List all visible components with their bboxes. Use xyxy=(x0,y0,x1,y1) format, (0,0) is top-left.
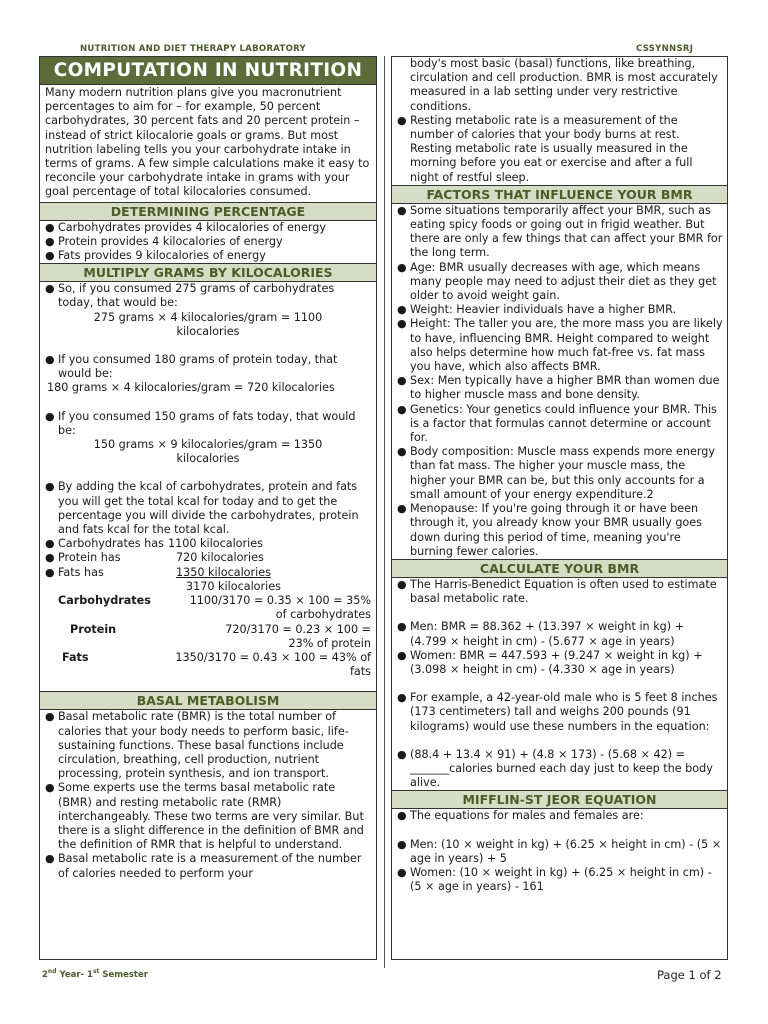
bullet-icon: ● xyxy=(397,747,407,761)
section-title-calculate: CALCULATE YOUR BMR xyxy=(392,559,727,578)
page-title: COMPUTATION IN NUTRITION xyxy=(40,57,376,85)
bullet-icon: ● xyxy=(45,565,55,579)
list-item: ● If you consumed 180 grams of protein today, that would be: xyxy=(45,353,338,381)
footer-semester: 2nd Year- 1st Semester xyxy=(42,968,148,980)
bullet-icon: ● xyxy=(45,480,55,494)
section-title-factors: FACTORS THAT INFLUENCE YOUR BMR xyxy=(392,185,727,204)
list-item: ● For example, a 42-year-old male who is 5 feet 8 inches (173 centimeters) tall and weighs 200 pounds (91 kilograms) would use these numbers in the equation: xyxy=(397,691,718,733)
list-item: ● Men: (10 × weight in kg) + (6.25 × height in cm) - (5 × age in years) + 5 xyxy=(397,837,722,865)
list-item: ● Basal metabolic rate (BMR) is the total number of calories that your body needs to perform basic, life-sustaining functions. These basal functions include circulation, breathing, cell production, nutrient processing, protein synthesis, and ion transport. xyxy=(45,710,349,781)
bullet-icon: ● xyxy=(397,691,407,705)
list-item: ● Resting metabolic rate is a measurement of the number of calories that your body burns at rest. Resting metabolic rate is usually measured in the morning before you eat or exercise and after a full night of restful sleep. xyxy=(397,113,693,184)
list-item: ● Weight: Heavier individuals have a higher BMR. xyxy=(397,303,677,317)
bullet-icon: ● xyxy=(45,409,55,423)
bullet-icon: ● xyxy=(397,303,407,317)
section-title-multiply: MULTIPLY GRAMS BY KILOCALORIES xyxy=(40,263,376,282)
bullet-icon: ● xyxy=(45,551,55,565)
list-item: ● (88.4 + 13.4 × 91) + (4.8 × 173) - (5.68 × 42) = _______calories burned each day just to keep the body alive. xyxy=(397,747,713,790)
bullet-icon: ● xyxy=(45,781,55,795)
bullet-icon: ● xyxy=(397,502,407,516)
section-title-determining: DETERMINING PERCENTAGE xyxy=(40,202,376,221)
equation-carbs: 275 grams × 4 kilocalories/gram = 1100 kilocalories xyxy=(93,310,323,338)
bullet-icon: ● xyxy=(45,537,55,551)
list-item: ● If you consumed 150 grams of fats today, that would be: xyxy=(45,409,356,437)
bullet-icon: ● xyxy=(397,203,407,217)
page-number: Page 1 of 2 xyxy=(657,968,722,982)
calc-row: Fats 1350/3170 = 0.43 × 100 = 43% of fats xyxy=(62,650,371,679)
list-item: ● Women: BMR = 447.593 + (9.247 × weight in kg) + (3.098 × height in cm) - (4.330 × age in years) xyxy=(397,648,703,676)
bullet-icon: ● xyxy=(397,113,407,127)
bullet-icon: ● xyxy=(397,577,407,591)
list-item: ● Sex: Men typically have a higher BMR than women due to higher muscle mass and bone density. xyxy=(397,374,720,402)
bullet-icon: ● xyxy=(397,620,407,634)
section-title-mifflin: MIFFLIN-ST JEOR EQUATION xyxy=(392,790,727,809)
bullet-icon: ● xyxy=(45,220,55,234)
list-item: ● Body composition: Muscle mass expends more energy than fat mass. The higher your muscle mass, the higher your BMR can be, but this only accounts for a small amount of your energy expenditure.2 xyxy=(397,445,715,501)
header-code: CSSYNNSRJ xyxy=(636,44,694,54)
list-item: ● By adding the kcal of carbohydrates, protein and fats you will get the total kcal for today and to get the percentage you will divide the carbohydrates, protein and fats kcal for the total kcal. xyxy=(45,480,359,537)
bullet-icon: ● xyxy=(45,710,55,724)
bullet-icon: ● xyxy=(45,234,55,248)
list-item: ● Basal metabolic rate is a measurement of the number of calories needed to perform your xyxy=(45,852,362,880)
list-item: ● Carbohydrates has 1100 kilocalories xyxy=(45,537,263,551)
calc-row: Protein 720/3170 = 0.23 × 100 = 23% of protein xyxy=(70,622,371,650)
section-title-basal: BASAL METABOLISM xyxy=(40,691,376,710)
bullet-icon: ● xyxy=(397,402,407,416)
bullet-icon: ● xyxy=(397,317,407,331)
bullet-icon: ● xyxy=(45,249,55,263)
list-item: ● Carbohydrates provides 4 kilocalories of energy xyxy=(45,220,327,234)
bullet-icon: ● xyxy=(397,865,407,879)
bullet-icon: ● xyxy=(397,260,407,274)
left-column xyxy=(39,56,377,960)
bullet-icon: ● xyxy=(397,445,407,459)
list-item: ● Some situations temporarily affect your BMR, such as eating spicy foods or going out in frigid weather. But there are only a few things that can affect your BMR for the long term. xyxy=(397,203,723,260)
list-item: ● The equations for males and females are: xyxy=(397,809,644,823)
column-divider xyxy=(384,56,385,968)
list-item: ● Height: The taller you are, the more mass you are likely to have, influencing BMR. Height compared to weight also helps determine how much fat-free vs. fat mass you have, which also affects BMR. xyxy=(397,317,723,374)
list-item: ● Menopause: If you're going through it or have been through it, you already know your BMR usually goes down during this period of time, meaning you're burning fewer calories. xyxy=(397,502,702,558)
right-column xyxy=(391,56,728,960)
intro-paragraph: Many modern nutrition plans give you macronutrient percentages to aim for – for example, 50 percent carbohydrates, 30 percent fats and 20 percent protein – instead of strict kilocalorie goals or grams. But most nutrition labeling tells you your carbohydrate intake in terms of grams. A few simple calculations make it easy to reconcile your carbohydrate intake in grams with your goal percentage of total kilocalories consumed. xyxy=(45,86,370,199)
list-item: ● Women: (10 × weight in kg) + (6.25 × height in cm) - (5 × age in years) - 161 xyxy=(397,865,712,894)
list-item: ● Protein provides 4 kilocalories of energy xyxy=(45,234,283,248)
total-kcal: 3170 kilocalories xyxy=(186,579,281,593)
list-item: ● Fats has 1350 kilocalories xyxy=(45,565,271,579)
list-item: ● Protein has 720 kilocalories xyxy=(45,551,264,565)
bullet-icon: ● xyxy=(45,852,55,866)
bullet-icon: ● xyxy=(397,648,407,662)
list-item: ● Genetics: Your genetics could influence your BMR. This is a factor that formulas cannot determine or account for. xyxy=(397,402,717,445)
bullet-icon: ● xyxy=(397,809,407,823)
list-item: ● The Harris-Benedict Equation is often used to estimate basal metabolic rate. xyxy=(397,577,717,606)
list-item: ● Fats provides 9 kilocalories of energy xyxy=(45,249,266,263)
bullet-icon: ● xyxy=(397,374,407,388)
list-item: ● Some experts use the terms basal metabolic rate (BMR) and resting metabolic rate (RMR) interchangeably. These two terms are very similar. But there is a slight difference in the definition of BMR and the definition of RMR that is helpful to understand. xyxy=(45,781,364,852)
calc-row: Carbohydrates 1100/3170 = 0.35 × 100 = 35% of carbohydrates xyxy=(58,594,371,622)
bullet-icon: ● xyxy=(45,282,55,296)
equation-fats: 150 grams × 9 kilocalories/gram = 1350 kilocalories xyxy=(93,438,323,466)
list-item: ● Men: BMR = 88.362 + (13.397 × weight in kg) + (4.799 × height in cm) - (5.677 × age in years) xyxy=(397,620,685,648)
equation-protein: 180 grams × 4 kilocalories/gram = 720 kilocalories xyxy=(47,381,335,395)
bullet-icon: ● xyxy=(397,837,407,851)
list-item: ● Age: BMR usually decreases with age, which means many people may need to adjust their diet as they get older to avoid weight gain. xyxy=(397,260,717,303)
list-item: ● So, if you consumed 275 grams of carbohydrates today, that would be: xyxy=(45,282,335,310)
bullet-icon: ● xyxy=(45,353,55,367)
header-course: NUTRITION AND DIET THERAPY LABORATORY xyxy=(80,44,306,54)
basal-continued: body's most basic (basal) functions, like breathing, circulation and cell production. BMR is most accurately measured in a lab setting under very restrictive conditions. xyxy=(410,57,718,113)
